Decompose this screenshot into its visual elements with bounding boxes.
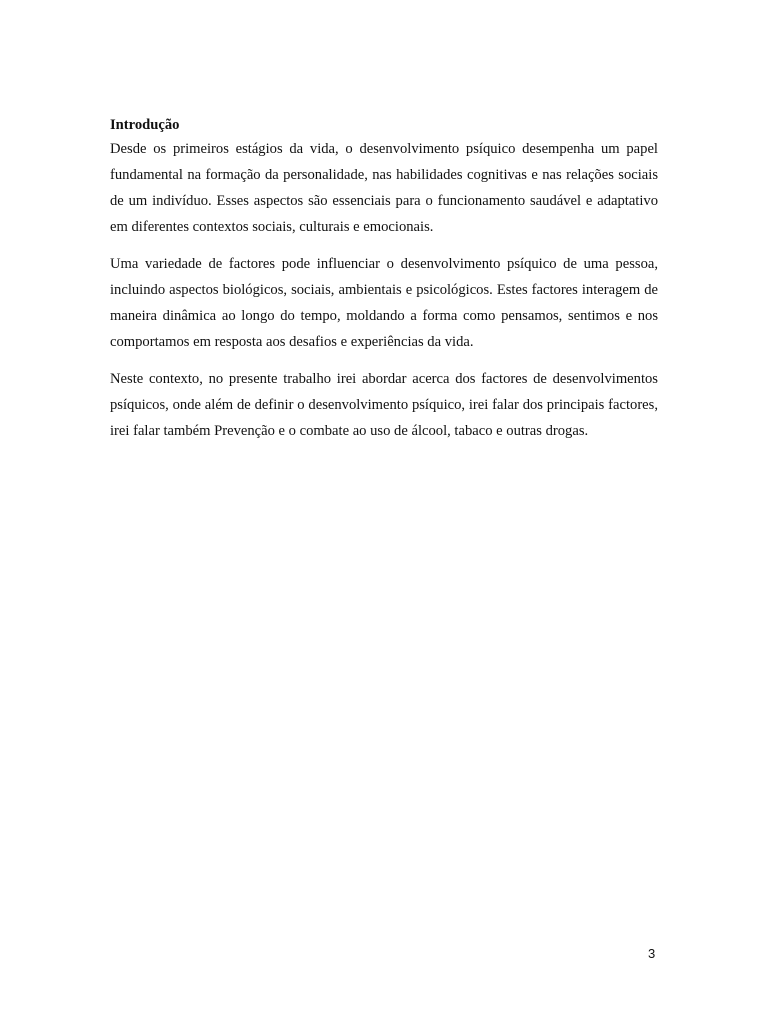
document-body	[110, 114, 658, 455]
paragraph-3: Neste contexto, no presente trabalho irei abordar acerca dos factores de desenvolvimentos psíquicos, onde além de definir o desenvolvimento psíquico, irei falar dos principais factores, irei falar também Prevenção e o combate ao uso de álcool, tabaco e outras drogas.	[110, 371, 658, 439]
page-number: 3	[648, 946, 656, 961]
section-heading: Introdução	[110, 117, 180, 133]
paragraph-1: Desde os primeiros estágios da vida, o desenvolvimento psíquico desempenha um papel fundamental na formação da personalidade, nas habilidades cognitivas e nas relações sociais de um indivíduo. Esses aspectos são essenciais para o funcionamento saudável e adaptativo em diferentes contextos sociais, culturais e emocionais.	[110, 141, 658, 235]
paragraph-2: Uma variedade de factores pode influenciar o desenvolvimento psíquico de uma pessoa, incluindo aspectos biológicos, sociais, ambientais e psicológicos. Estes factores interagem de maneira dinâmica ao longo do tempo, moldando a forma como pensamos, sentimos e nos comportamos em resposta aos desafios e experiências da vida.	[110, 256, 658, 350]
